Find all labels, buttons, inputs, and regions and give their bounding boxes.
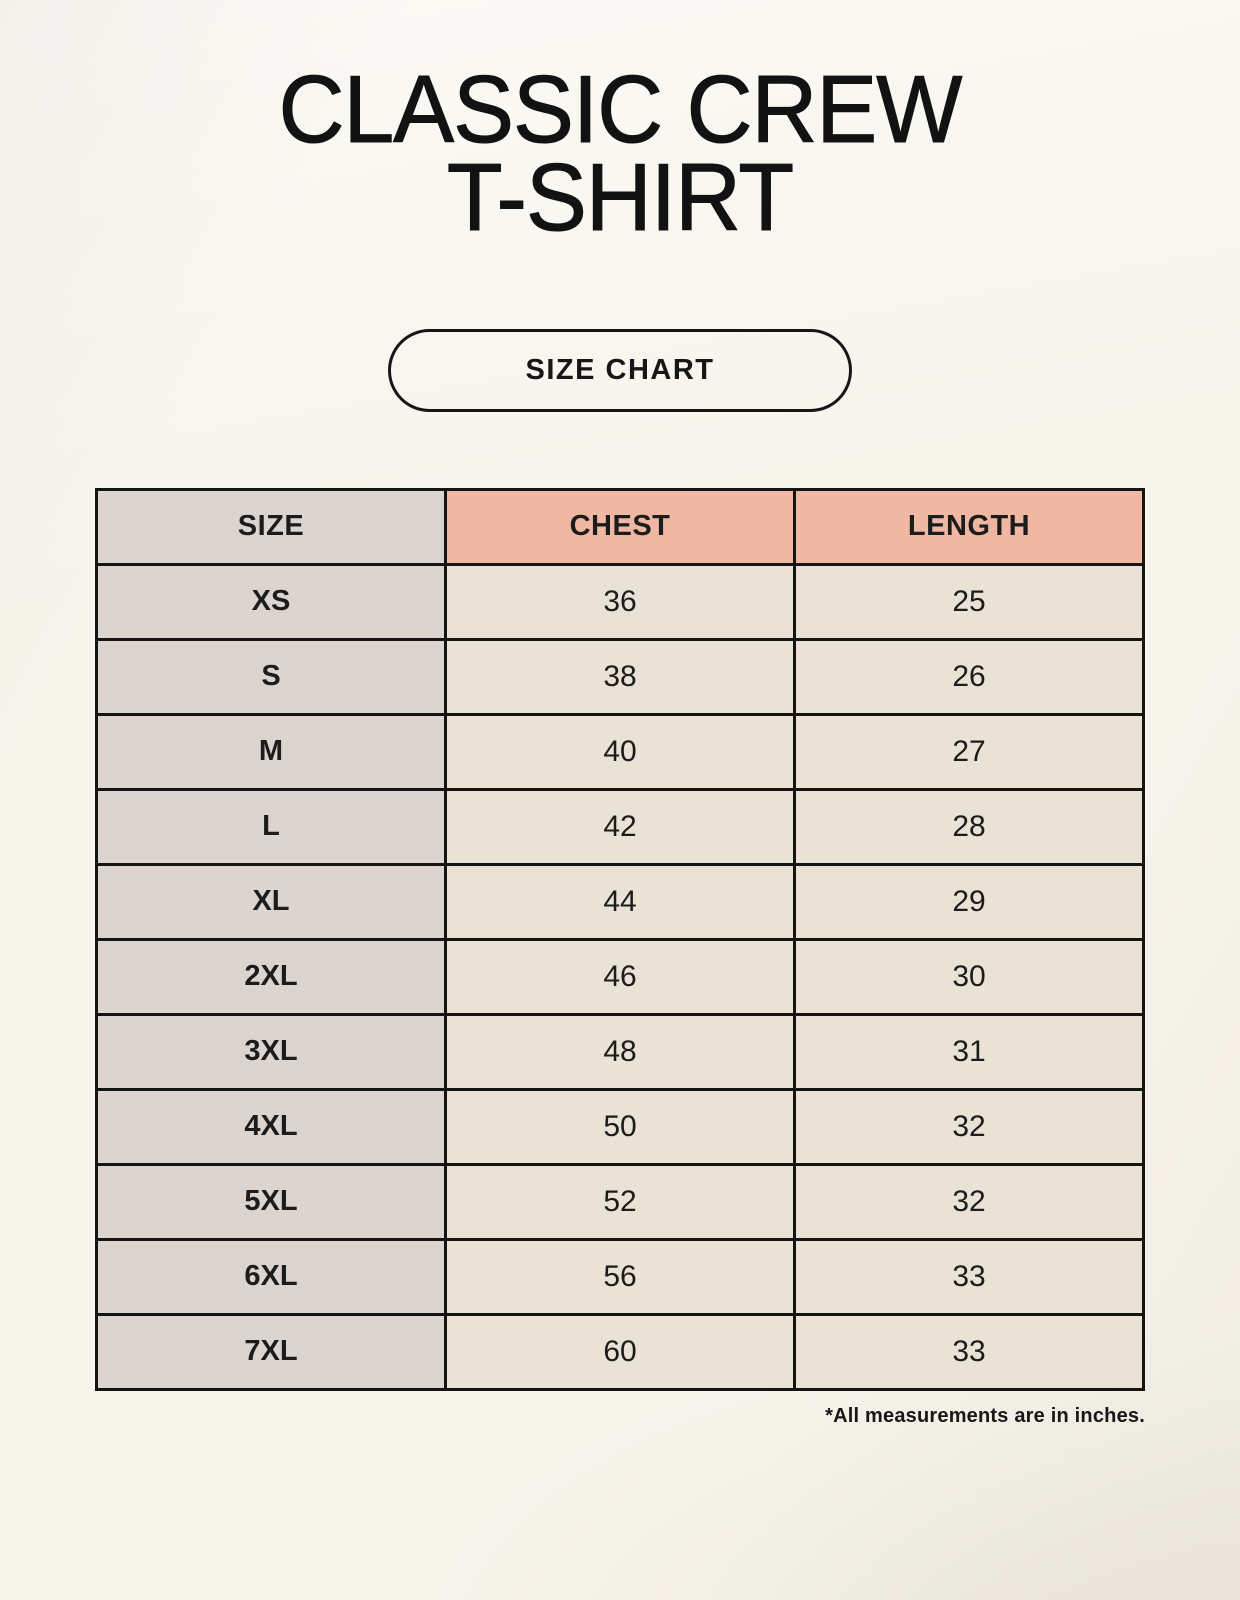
length-cell: 26 [795,639,1144,714]
size-cell: 6XL [97,1239,446,1314]
size-chart-button-container [0,329,1240,412]
table-row [97,1239,1144,1314]
size-cell: 7XL [97,1314,446,1389]
column-header-length: LENGTH [795,489,1144,564]
size-chart-table-container [95,488,1145,1428]
size-cell: XS [97,564,446,639]
table-row [97,1314,1144,1389]
length-cell: 27 [795,714,1144,789]
chest-cell: 40 [446,714,795,789]
size-cell: M [97,714,446,789]
chest-cell: 50 [446,1089,795,1164]
size-chart-button[interactable] [388,329,852,412]
length-cell: 32 [795,1164,1144,1239]
length-cell: 33 [795,1239,1144,1314]
chest-cell: 56 [446,1239,795,1314]
chest-cell: 36 [446,564,795,639]
length-cell: 33 [795,1314,1144,1389]
page-title [31,0,1209,252]
size-cell: 2XL [97,939,446,1014]
table-row [97,939,1144,1014]
size-chart-button-label: SIZE CHART [525,353,715,386]
table-row [97,564,1144,639]
length-cell: 25 [795,564,1144,639]
length-cell: 30 [795,939,1144,1014]
column-header-size: SIZE [97,489,446,564]
length-cell: 31 [795,1014,1144,1089]
chest-cell: 48 [446,1014,795,1089]
measurements-note: *All measurements are in inches. [825,1404,1145,1427]
length-cell: 32 [795,1089,1144,1164]
table-row [97,714,1144,789]
header-row [97,489,1144,564]
chest-cell: 38 [446,639,795,714]
table-row [97,789,1144,864]
size-cell: 5XL [97,1164,446,1239]
chest-cell: 60 [446,1314,795,1389]
chest-cell: 44 [446,864,795,939]
length-cell: 29 [795,864,1144,939]
chest-cell: 42 [446,789,795,864]
column-header-chest: CHEST [446,489,795,564]
page-title-line2: T-SHIRT [446,144,794,252]
table-row [97,864,1144,939]
length-cell: 28 [795,789,1144,864]
chest-cell: 46 [446,939,795,1014]
size-cell: 3XL [97,1014,446,1089]
size-cell: S [97,639,446,714]
table-row [97,1089,1144,1164]
size-cell: XL [97,864,446,939]
table-row [97,1014,1144,1089]
table-row [97,639,1144,714]
size-cell: 4XL [97,1089,446,1164]
chest-cell: 52 [446,1164,795,1239]
page-title-line1: CLASSIC CREW [278,56,962,163]
size-chart-table [95,488,1145,1391]
table-row [97,1164,1144,1239]
size-cell: L [97,789,446,864]
